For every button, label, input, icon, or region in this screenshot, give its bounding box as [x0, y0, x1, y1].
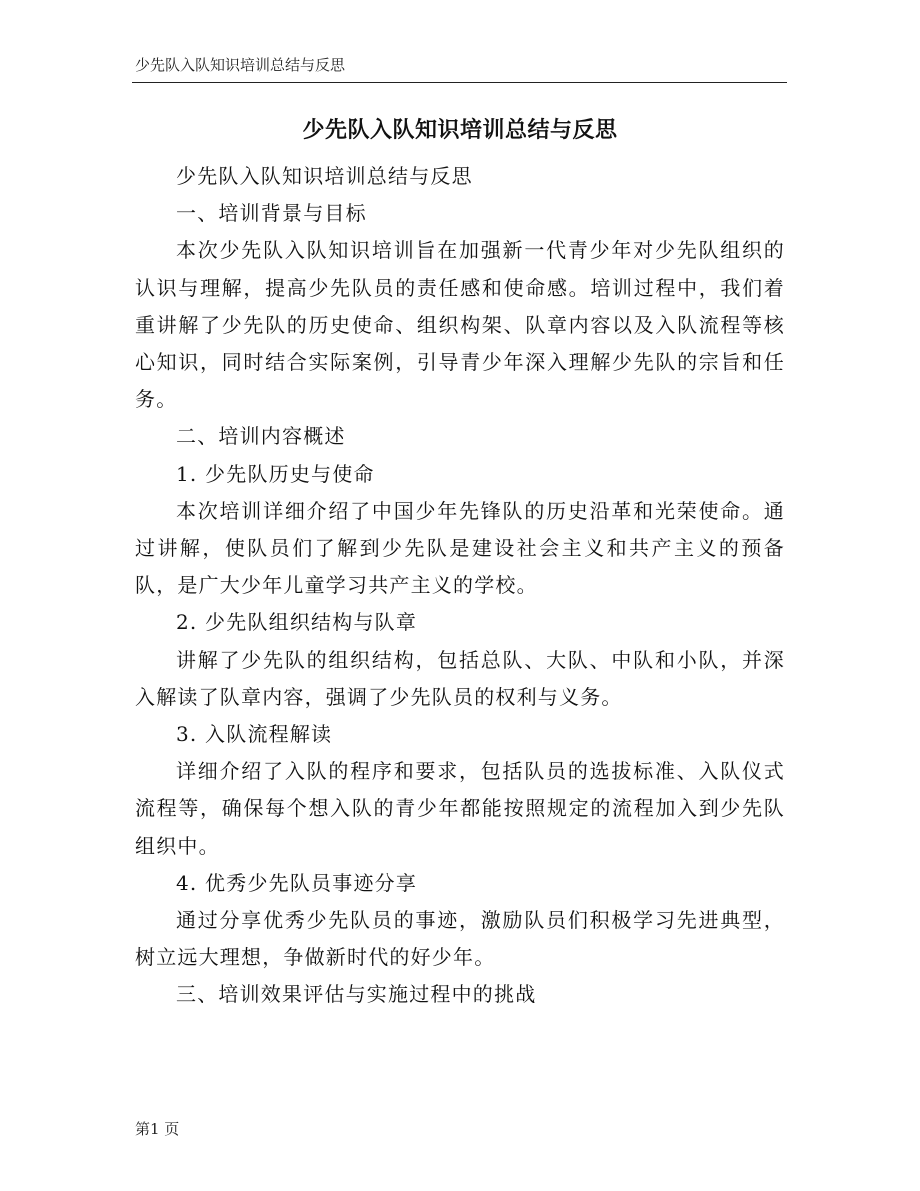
paragraph: 详细介绍了入队的程序和要求，包括队员的选拔标准、入队仪式流程等，确保每个想入队的青少年都能按照规定的流程加入到少先队组织中。 [135, 759, 785, 858]
paragraph-subtitle: 少先队入队知识培训总结与反思 [176, 164, 473, 188]
subheading: 2. 少先队组织结构与队章 [176, 610, 418, 635]
section-heading-1: 一、培训背景与目标 [176, 201, 367, 226]
section-heading-2: 二、培训内容概述 [176, 424, 346, 449]
subheading: 4. 优秀少先队员事迹分享 [176, 870, 418, 895]
header-divider [132, 82, 787, 83]
paragraph: 通过分享优秀少先队员的事迹，激励队员们积极学习先进典型，树立远大理想，争做新时代的好少年。 [135, 908, 785, 970]
paragraph: 讲解了少先队的组织结构，包括总队、大队、中队和小队，并深入解读了队章内容，强调了少先队员的权利与义务。 [135, 647, 785, 709]
subheading: 3. 入队流程解读 [176, 722, 333, 747]
document-body [135, 158, 785, 1014]
subheading: 1. 少先队历史与使命 [176, 461, 375, 486]
paragraph: 本次少先队入队知识培训旨在加强新一代青少年对少先队组织的认识与理解，提高少先队员的责任感和使命感。培训过程中，我们着重讲解了少先队的历史使命、组织构架、队章内容以及入队流程等核心知识，同时结合实际案例，引导青少年深入理解少先队的宗旨和任务。 [135, 238, 785, 412]
document-title: 少先队入队知识培训总结与反思 [302, 117, 618, 143]
section-heading-3: 三、培训效果评估与实施过程中的挑战 [176, 982, 537, 1007]
running-header: 少先队入队知识培训总结与反思 [135, 56, 346, 74]
paragraph: 本次培训详细介绍了中国少年先锋队的历史沿革和光荣使命。通过讲解，使队员们了解到少先队是建设社会主义和共产主义的预备队，是广大少年儿童学习共产主义的学校。 [135, 498, 785, 598]
page-number: 第1 页 [135, 1120, 180, 1138]
